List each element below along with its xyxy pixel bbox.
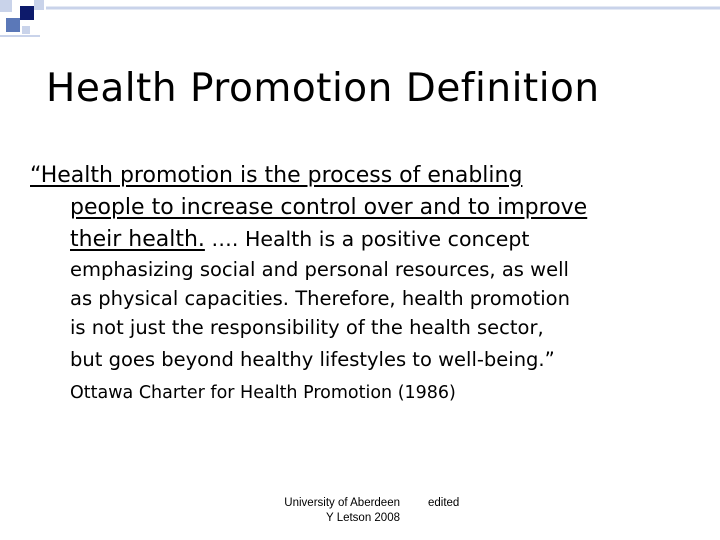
quote-line-1: “Health promotion is the process of enabling bbox=[30, 163, 523, 188]
footer-edited: edited bbox=[428, 497, 460, 509]
footer-author: Y Letson 2008 bbox=[326, 512, 400, 524]
quote-line-3-underlined: their health. bbox=[70, 227, 205, 252]
deco-square-light-2 bbox=[34, 0, 44, 10]
footer-left bbox=[258, 496, 400, 526]
quote-line-7: but goes beyond healthy lifestyles to well-being.” bbox=[70, 348, 555, 371]
quote-line-6: is not just the responsibility of the health sector, bbox=[70, 316, 544, 339]
deco-square-dark bbox=[20, 6, 34, 20]
slide-title: Health Promotion Definition bbox=[46, 66, 600, 111]
corner-decoration bbox=[0, 0, 720, 40]
deco-square-light-3 bbox=[22, 26, 30, 34]
footer-university: University of Aberdeen bbox=[284, 497, 400, 509]
definition-quote bbox=[30, 160, 700, 408]
quote-line-5: as physical capacities. Therefore, health promotion bbox=[70, 287, 570, 310]
citation: Ottawa Charter for Health Promotion (1986) bbox=[70, 383, 456, 403]
deco-square-blue bbox=[6, 18, 20, 32]
quote-line-4: emphasizing social and personal resources, as well bbox=[70, 258, 569, 281]
quote-line-3 bbox=[30, 224, 700, 255]
quote-line-2: people to increase control over and to improve bbox=[70, 195, 588, 220]
quote-line-3-rest: …. Health is a positive concept bbox=[204, 227, 530, 251]
deco-square-light bbox=[0, 0, 12, 12]
